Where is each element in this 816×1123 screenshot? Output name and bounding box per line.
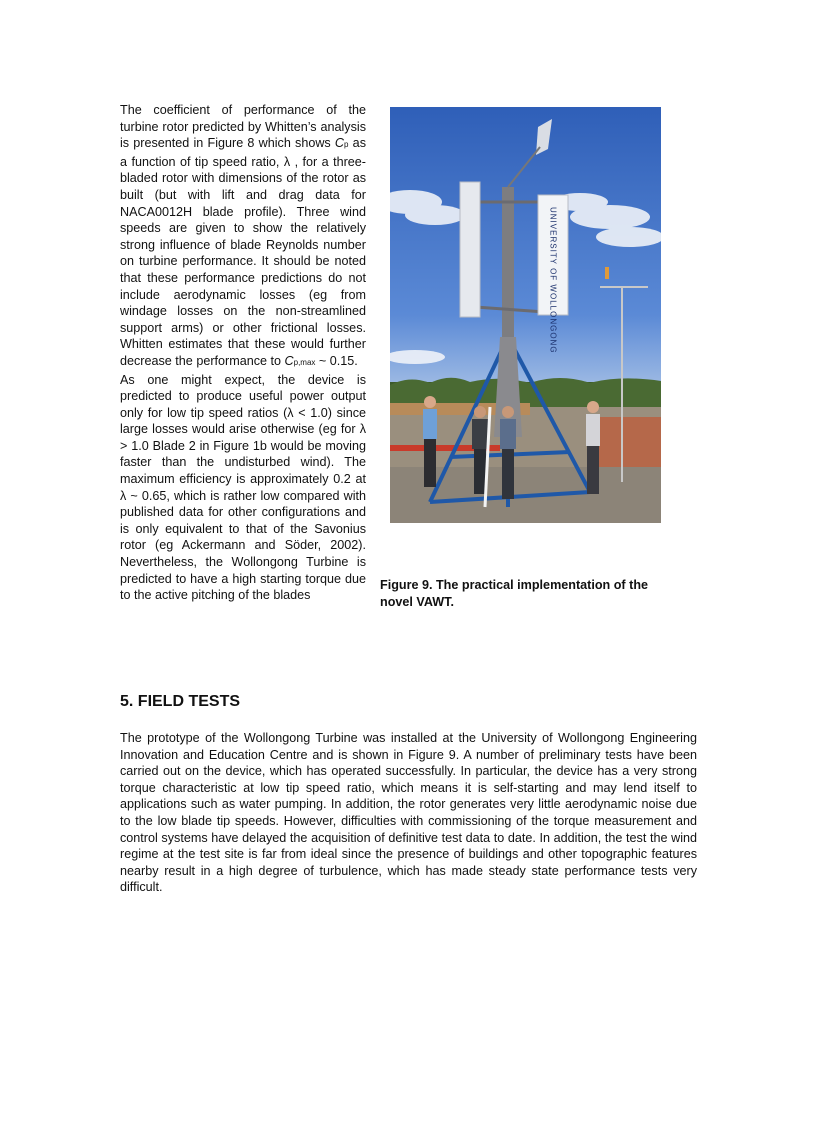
performance-paragraph: The coefficient of performance of the turbine rotor predicted by Whitten’s analysis is presented in Figure 8 which shows Cp as a function of tip speed ratio, λ , for a three-bladed rotor with dimensions of the rotor as built (but with lift and drag data for NACA0012H blade profile). Three wind speeds are given to show the relatively strong influence of blade Reynolds number on turbine performance. It should be noted that these performance predictions do not include aerodynamic losses (eg from windage losses on the non-streamlined support arms) or other frictional losses. Whitten estimates that these would further decrease the performance to Cp,max ~ 0.15. xyxy=(120,103,366,368)
banner-text: UNIVERSITY OF WOLLONGONG xyxy=(548,207,558,354)
expectation-paragraph: As one might expect, the device is predicted to produce useful power output only for low tip speed ratios (λ < 1.0) since large losses would arise otherwise (eg for λ > 1.0 Blade 2 in Figure 1b would be moving faster than the undisturbed wind). The maximum efficiency is approximately 0.2 at λ ~ 0.65, which is rather low compared with published data for other configurations and is only equivalent to that of the Savonius rotor (eg Ackermann and Söder, 2002). Nevertheless, the Wollongong Turbine is predicted to have a high starting torque due to the active pitching of the blades xyxy=(120,372,366,603)
cpmax-symbol: C xyxy=(284,353,294,368)
section-heading: 5. FIELD TESTS xyxy=(120,693,241,710)
cp-subscript: p xyxy=(344,140,349,150)
figure-caption: Figure 9. The practical implementation of the novel VAWT. xyxy=(380,578,649,609)
turbine-photo xyxy=(390,107,661,523)
cp-symbol: C xyxy=(334,136,345,151)
field-tests-paragraph: The prototype of the Wollongong Turbine was installed at the University of Wollongong Engineering Innovation and Education Centre and is shown in Figure 9. A number of preliminary tests have been carried out on the device, which has operated successfully. In particular, the device has a very strong torque characteristic at low tip speed ratio, which means it is self-starting and may lend itself to applications such as water pumping. In addition, the rotor generates very little aerodynamic noise due to the low blade tip speeds. However, difficulties with commissioning of the torque measurement and control systems have delayed the acquisition of definitive test data to date. In addition, the test the wind regime at the test site is far from ideal since the presence of buildings and other topographic features nearby result in a high degree of turbulence, which has made steady state performance tests very difficult. xyxy=(120,731,697,895)
cpmax-subscript: p,max xyxy=(293,357,316,367)
left-text-column xyxy=(120,102,366,604)
